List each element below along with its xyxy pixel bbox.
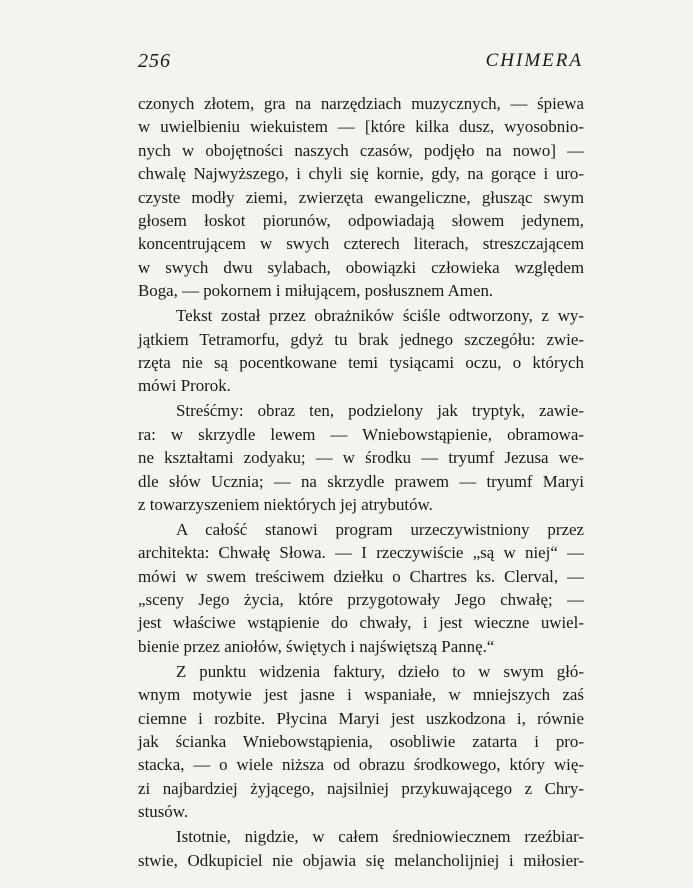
text-line: zi najbardziej żyjącego, najsilniej przykuwającego z Chry-: [138, 778, 584, 798]
text-line: dle słów Ucznia; — na skrzydle prawem — tryumf Maryi: [138, 471, 584, 491]
text-line: chwalę Najwyższego, i chyli się kornie, gdy, na gorące i uro-: [138, 164, 584, 184]
text-line: z towarzyszeniem niektórych jej atrybutów.: [138, 494, 433, 514]
text-line: Istotnie, nigdzie, w całem średniowiecznem rzeźbiar-: [176, 827, 584, 847]
text-line: „sceny Jego życia, które przygotowały Jego chwałę; —: [138, 590, 584, 610]
text-line: ne kształtami zodyaku; — w środku — tryumf Jezusa we-: [138, 448, 584, 468]
text-line: stwie, Odkupiciel nie objawia się melancholijniej i miłosier-: [138, 850, 584, 870]
text-line: architekta: Chwałę Słowa. — I rzeczywiście „są w niej“ —: [138, 543, 584, 563]
text-line: w uwielbieniu wiekuistem — [które kilka dusz, wyosobnio-: [138, 117, 584, 137]
paragraph: [138, 825, 584, 872]
paragraph: [138, 399, 584, 516]
text-line: rzęta nie są pocentkowane temi tysiącami oczu, o których: [138, 352, 584, 372]
page-number: 256: [138, 50, 171, 72]
text-line: Streśćmy: obraz ten, podzielony jak tryptyk, zawie-: [176, 401, 584, 421]
text-line: Boga, — pokornem i miłującem, posłusznem Amen.: [138, 281, 494, 301]
text-line: wnym motywie jest jasne i wspaniałe, w mniejszych zaś: [138, 685, 584, 705]
text-line: mówi Prorok.: [138, 376, 231, 396]
text-line: nych w obojętności naszych czasów, podjęło na nowo] —: [138, 140, 584, 160]
text-line: bienie przez aniołów, świętych i najświętszą Pannę.“: [138, 636, 495, 656]
text-line: koncentrującem w swych czterech literach, streszczającem: [138, 234, 584, 254]
body-text: [138, 92, 584, 873]
text-line: ciemne i rozbite. Płycina Maryi jest uszkodzona i, równie: [138, 708, 584, 728]
paragraph: [138, 518, 584, 658]
text-line: jest właściwe wstąpienie do chwały, i jest wieczne uwiel-: [138, 613, 584, 633]
text-line: ra: w skrzydle lewem — Wniebowstąpienie, obramowa-: [138, 424, 584, 444]
text-line: czyste modły ziemi, zwierzęta ewangeliczne, głusząc swym: [138, 187, 584, 207]
paragraph: [138, 92, 584, 303]
text-line: jątkiem Tetramorfu, gdyż tu brak jednego szczegółu: zwie-: [138, 329, 584, 349]
running-head: CHIMERA: [485, 50, 583, 71]
text-line: mówi w swem treściwem dziełku o Chartres ks. Clerval, —: [138, 566, 584, 586]
text-line: stacka, — o wiele niższa od obrazu środkowego, który wię-: [138, 755, 584, 775]
page-header: [138, 50, 583, 73]
text-line: w swych dwu sylabach, obowiązki człowieka względem: [138, 257, 584, 277]
paragraph: [138, 304, 584, 398]
text-line: czonych złotem, gra na narzędziach muzycznych, — śpiewa: [138, 94, 584, 113]
text-line: Tekst został przez obrażników ściśle odtworzony, z wy-: [176, 306, 584, 326]
text-line: głosem łoskot piorunów, odpowiadają słowem jedynem,: [138, 211, 584, 231]
text-line: jak ścianka Wniebowstąpienia, osobliwie zatarta i pro-: [138, 731, 584, 751]
text-line: Z punktu widzenia faktury, dzieło to w swym głó-: [176, 661, 584, 681]
text-line: stusów.: [138, 802, 189, 822]
text-line: A całość stanowi program urzeczywistniony przez: [176, 519, 584, 539]
paragraph: [138, 660, 584, 824]
